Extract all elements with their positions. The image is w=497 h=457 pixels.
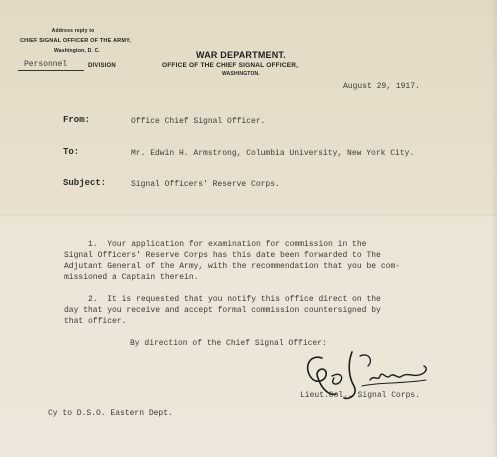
to-value: Mr. Edwin H. Armstrong, Columbia University, New York City.	[131, 149, 415, 158]
division-name: Personnel	[24, 60, 68, 69]
subject-label: Subject:	[63, 178, 107, 188]
division-underline	[18, 70, 84, 71]
from-label: From:	[63, 115, 91, 125]
paragraph-1-line-4: missioned a Captain therein.	[64, 273, 199, 282]
washington-dc-line: Washington, D. C.	[54, 48, 100, 54]
paper-fold	[0, 214, 497, 217]
to-label: To:	[63, 147, 80, 157]
paragraph-1-line-1: 1. Your application for examination for commission in the	[64, 240, 367, 249]
paragraph-1-line-2: Signal Officers' Reserve Corps has this date been forwarded to The	[64, 251, 381, 260]
war-department-heading: WAR DEPARTMENT.	[196, 50, 286, 60]
signature-title: Lieut.Col., Signal Corps.	[300, 391, 421, 400]
office-heading: OFFICE OF THE CHIEF SIGNAL OFFICER,	[162, 62, 299, 69]
letter-date: August 29, 1917.	[343, 82, 420, 91]
chief-signal-officer-line: CHIEF SIGNAL OFFICER OF THE ARMY,	[20, 38, 132, 44]
paragraph-2-line-2: day that you receive and accept formal commission countersigned by	[64, 306, 381, 315]
paragraph-2-line-3: that officer.	[64, 317, 127, 326]
paragraph-2-line-1: 2. It is requested that you notify this office direct on the	[64, 295, 381, 304]
copy-note: Cy to D.S.O. Eastern Dept.	[48, 409, 173, 418]
washington-heading: WASHINGTON.	[222, 71, 260, 77]
from-value: Office Chief Signal Officer.	[131, 117, 266, 126]
address-reply-to: Address reply to	[51, 28, 95, 34]
subject-value: Signal Officers' Reserve Corps.	[131, 180, 280, 189]
paper-edge	[491, 0, 497, 457]
by-direction-line: By direction of the Chief Signal Officer:	[130, 339, 327, 348]
paragraph-1-line-3: Adjutant General of the Army, with the recommendation that you be com-	[64, 262, 401, 271]
division-label: DIVISION	[88, 63, 116, 69]
